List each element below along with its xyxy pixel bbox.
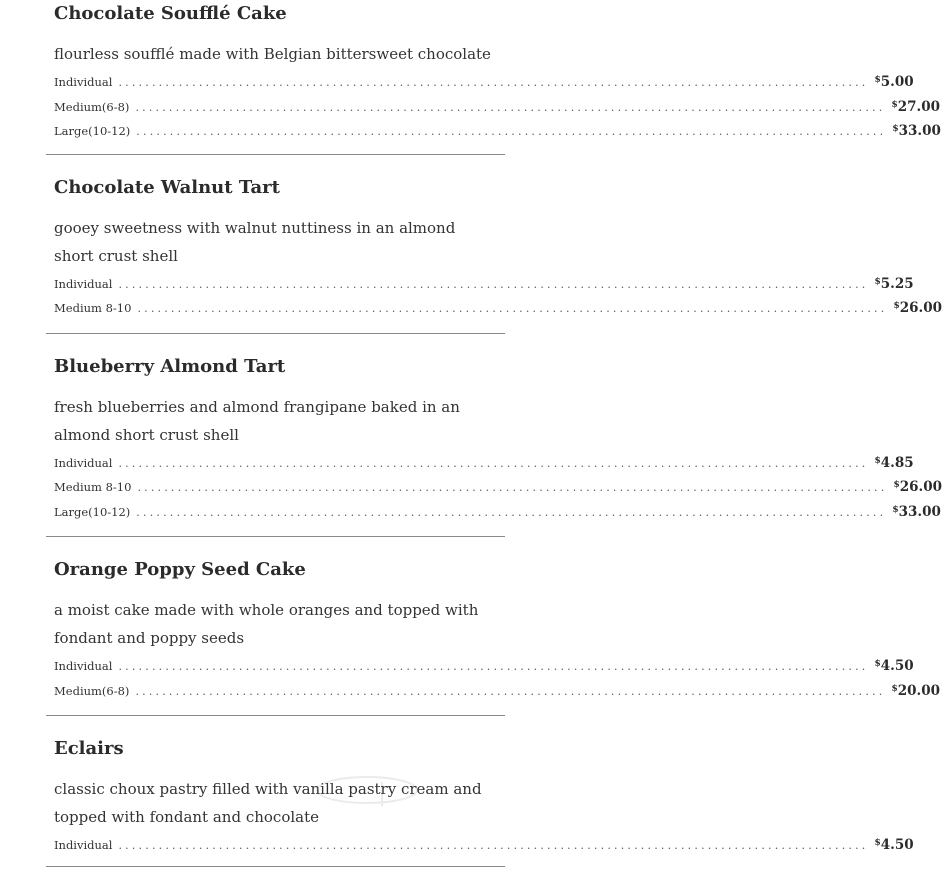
dot-leader: ................................................................................................................ [118,660,869,673]
price-value: $5.00 [874,74,914,90]
price-row [54,473,942,498]
dot-leader: ................................................................................................................ [136,125,887,138]
price-row [54,652,914,677]
dot-leader: ................................................................................................................ [136,505,887,519]
price-row [54,294,942,319]
item-description: a moist cake made with whole oranges and topped with fondant and poppy seeds [54,601,479,647]
item-title: Blueberry Almond Tart [54,355,286,377]
item-description: gooey sweetness with walnut nuttiness in an almond short crust shell [54,218,456,265]
menu-item-chocolate-souffle-cake [46,0,941,155]
dot-leader: ................................................................................................................ [135,100,886,114]
price-row [54,449,914,474]
menu-item-chocolate-walnut-tart [46,155,942,334]
dot-leader: ................................................................................................................ [118,839,869,852]
item-title: Chocolate Soufflé Cake [54,3,287,24]
item-description: fresh blueberries and almond frangipane baked in an almond short crust shell [54,397,460,444]
price-value: $4.50 [874,658,914,674]
size-label: Individual [54,838,113,852]
dot-leader: ................................................................................................................ [118,277,869,291]
size-label: Individual [54,276,113,291]
menu-item-eclairs [46,716,914,867]
size-label: Individual [54,659,113,673]
item-title: Eclairs [54,738,124,759]
price-value: $4.85 [874,454,914,471]
item-description: flourless soufflé made with Belgian bittersweet chocolate [54,45,491,63]
price-value: $33.00 [892,503,941,520]
price-value: $4.50 [874,837,914,853]
dot-leader: ................................................................................................................ [135,684,886,698]
size-label: Individual [54,75,113,89]
price-value: $26.00 [893,300,942,316]
price-value: $33.00 [892,123,941,139]
price-row [54,117,941,142]
price-row [54,68,914,93]
item-title: Chocolate Walnut Tart [54,176,280,198]
menu-item-blueberry-almond-tart [46,334,942,538]
size-label: Medium 8-10 [54,480,132,494]
price-value: $5.25 [874,275,914,292]
price-row [54,498,941,523]
menu-item-orange-poppy-seed-cake [46,537,941,716]
price-row [54,270,914,295]
price-row [54,93,941,118]
size-label: Medium(6-8) [54,99,130,114]
size-label: Medium 8-10 [54,301,132,315]
dot-leader: ................................................................................................................ [118,456,869,470]
dot-leader: ................................................................................................................ [137,481,888,494]
size-label: Individual [54,455,113,470]
price-value: $27.00 [891,98,941,115]
price-row [54,831,914,856]
dot-leader: ................................................................................................................ [137,302,888,315]
price-value: $26.00 [893,479,942,495]
item-description: classic choux pastry filled with vanilla pastry cream and topped with fondant and chocolate [54,780,482,826]
item-title: Orange Poppy Seed Cake [54,559,306,580]
size-label: Large(10-12) [54,504,131,519]
dot-leader: ................................................................................................................ [118,76,869,89]
size-label: Large(10-12) [54,124,131,138]
price-value: $20.00 [891,682,941,699]
size-label: Medium(6-8) [54,683,130,698]
price-row [54,677,941,702]
